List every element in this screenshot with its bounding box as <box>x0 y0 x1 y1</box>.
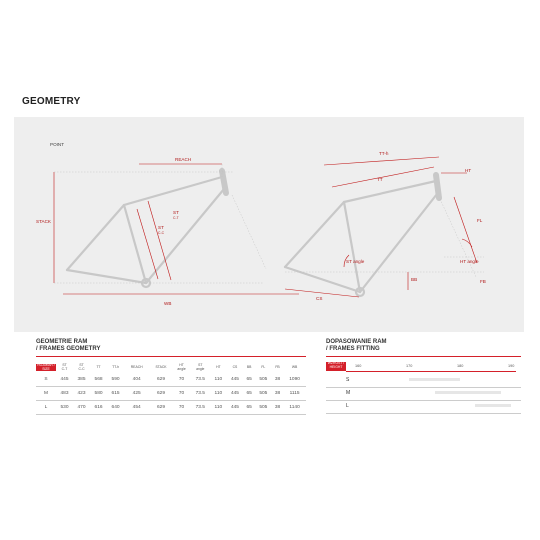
col-header: STACK <box>155 364 167 369</box>
col-header: FL <box>261 364 266 369</box>
label-st-sub: C-T <box>173 216 179 220</box>
col-header: REACH <box>130 364 143 369</box>
fitting-range-bar <box>435 391 501 394</box>
table-cell: 616 <box>90 401 107 415</box>
chainstay-tube <box>67 270 146 283</box>
table-cell: 70 <box>173 373 191 387</box>
label-fl: FL <box>477 218 483 223</box>
label-fb: FB <box>480 279 486 284</box>
label-tt-h: TT-h <box>379 151 389 156</box>
label-cs: CS <box>316 296 323 301</box>
col-header: WB <box>291 364 298 369</box>
geometry-title-line2: / FRAMES GEOMETRY <box>36 346 101 352</box>
size-tag: ROZMIAR / SIZE <box>37 362 55 371</box>
seatstay-tube <box>285 202 344 267</box>
label-st2-sub: C-C <box>158 231 165 235</box>
table-cell: 640 <box>107 401 124 415</box>
head-tube <box>222 171 226 193</box>
geometry-title-underline <box>36 356 306 357</box>
geometry-corner <box>36 362 56 373</box>
table-cell: 1115 <box>283 387 306 401</box>
fitting-row <box>326 400 521 414</box>
table-cell: 70 <box>173 387 191 401</box>
seat-tube <box>344 202 360 292</box>
table-cell: 445 <box>226 387 243 401</box>
table-cell: 110 <box>210 373 226 387</box>
table-cell: 73.5 <box>190 401 210 415</box>
table-cell: 73.5 <box>190 387 210 401</box>
row-size: M <box>36 387 56 401</box>
table-cell: 65 <box>243 373 254 387</box>
table-cell: 505 <box>255 401 272 415</box>
table-cell: 505 <box>255 373 272 387</box>
table-row <box>36 387 306 401</box>
fitting-size: L <box>346 403 349 409</box>
geometry-section-title <box>36 339 100 353</box>
table-cell: 568 <box>90 373 107 387</box>
top-tube <box>344 181 436 202</box>
table-cell: 73.5 <box>190 373 210 387</box>
label-bb: BB <box>411 277 418 282</box>
label-tt: TT <box>377 177 383 182</box>
table-cell: 505 <box>255 387 272 401</box>
label-reach: REACH <box>175 157 192 162</box>
scale-tick-label: 160 <box>355 364 362 368</box>
table-cell: 615 <box>107 387 124 401</box>
table-cell: 445 <box>226 373 243 387</box>
table-cell: 580 <box>90 387 107 401</box>
table-cell: 110 <box>210 387 226 401</box>
table-cell: 483 <box>56 387 73 401</box>
col-header: FB <box>275 364 280 369</box>
diagram-labels <box>36 142 486 306</box>
frame-diagrams <box>14 117 524 332</box>
col-header: ST angle <box>196 362 205 371</box>
fitting-range-bar <box>409 378 460 381</box>
table-cell: 110 <box>210 401 226 415</box>
seatstay-tube <box>67 205 124 270</box>
col-header: TT-h <box>112 364 120 369</box>
col-header: ST C-C <box>78 362 85 371</box>
col-header: ST C-T <box>61 362 68 371</box>
scale-tick-label: 170 <box>406 364 413 368</box>
table-cell: 65 <box>243 387 254 401</box>
label-wb: WB <box>164 301 172 306</box>
table-row <box>36 373 306 387</box>
geometry-title-line1: GEOMETRIE RAM <box>36 339 88 345</box>
fitting-row <box>326 374 521 388</box>
down-tube <box>360 194 437 292</box>
height-tag: WZROST / HEIGHT <box>326 362 346 371</box>
geometry-header-row <box>36 362 306 373</box>
table-cell: 423 <box>73 387 90 401</box>
fitting-size: M <box>346 390 351 396</box>
page-title: GEOMETRY <box>22 96 81 107</box>
chainstay-tube <box>285 267 360 292</box>
fitting-row <box>326 387 521 401</box>
table-cell: 470 <box>73 401 90 415</box>
down-tube <box>146 189 224 283</box>
table-cell: 629 <box>149 401 172 415</box>
table-cell: 629 <box>149 373 172 387</box>
table-cell: 590 <box>107 373 124 387</box>
fitting-title-underline <box>326 356 521 357</box>
fitting-size: S <box>346 377 350 383</box>
table-cell: 404 <box>124 373 149 387</box>
fitting-title-line1: DOPASOWANIE RAM <box>326 339 387 345</box>
label-stack: STACK <box>36 219 51 224</box>
table-cell: 70 <box>173 401 191 415</box>
scale-tick-label: 180 <box>457 364 464 368</box>
label-st: ST <box>173 210 179 215</box>
table-cell: 38 <box>272 401 283 415</box>
geometry-table <box>36 362 306 415</box>
table-cell: 445 <box>56 373 73 387</box>
table-cell: 425 <box>124 387 149 401</box>
col-header: HT angle <box>177 362 186 371</box>
fitting-title-line2: / FRAMES FITTING <box>326 346 380 352</box>
table-cell: 38 <box>272 387 283 401</box>
table-cell: 445 <box>226 401 243 415</box>
label-ht: HT <box>465 168 472 173</box>
table-row <box>36 401 306 415</box>
col-header: BB <box>246 364 252 369</box>
fitting-scale-line <box>346 371 516 372</box>
right-frame-guides <box>285 199 484 277</box>
label-st-angle: ST angle <box>346 259 365 264</box>
table-cell: 530 <box>56 401 73 415</box>
col-header: HT <box>216 364 221 369</box>
label-st2: ST <box>158 225 164 230</box>
table-cell: 385 <box>73 373 90 387</box>
label-ht-angle: HT angle <box>460 259 479 264</box>
geometry-diagram-panel <box>14 117 524 332</box>
table-cell: 65 <box>243 401 254 415</box>
row-size: S <box>36 373 56 387</box>
seat-tube <box>124 205 146 283</box>
label-point: POINT <box>50 142 65 147</box>
left-frame-drawing <box>67 171 226 287</box>
top-tube <box>124 177 222 205</box>
head-tube <box>436 175 439 198</box>
col-header: TT <box>96 364 101 369</box>
fitting-section-title <box>326 339 387 353</box>
fitting-range-bar <box>475 404 511 407</box>
table-cell: 1090 <box>283 373 306 387</box>
col-header: CS <box>232 364 238 369</box>
scale-tick-label: 190 <box>508 364 515 368</box>
table-cell: 629 <box>149 387 172 401</box>
table-cell: 1140 <box>283 401 306 415</box>
table-cell: 38 <box>272 373 283 387</box>
table-cell: 454 <box>124 401 149 415</box>
row-size: L <box>36 401 56 415</box>
